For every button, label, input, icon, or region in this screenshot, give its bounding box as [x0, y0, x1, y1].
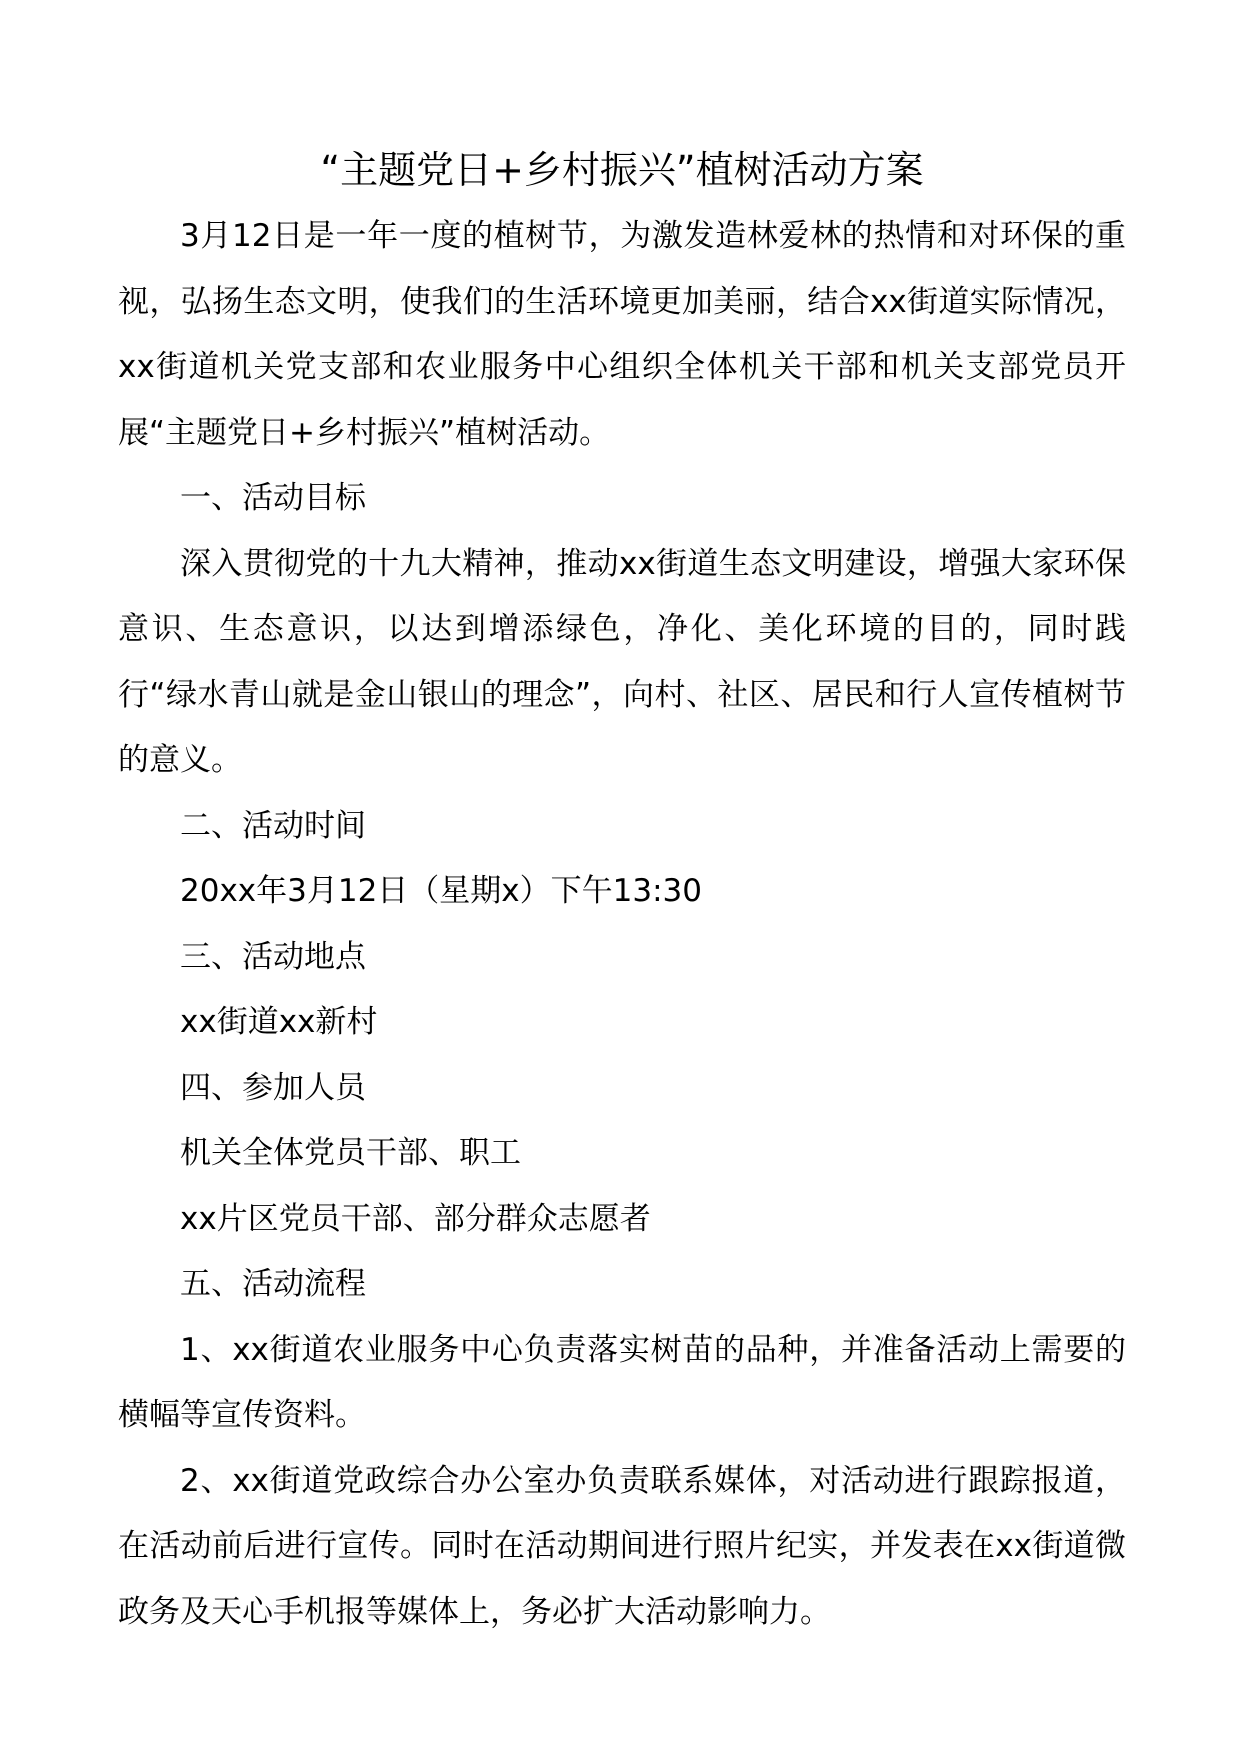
goals-paragraph: 深入贯彻党的十九大精神，推动xx街道生态文明建设，增强大家环保意识、生态意识，以达到增添绿色，净化、美化环境的目的，同时践行“绿水青山就是金山银山的理念”，向村、社区、居民和行人宣传植树节的意义。 [118, 545, 1126, 778]
section-heading-time: 二、活动时间 [180, 807, 366, 844]
document-page [118, 138, 1126, 1645]
process-item-1: 1、xx街道农业服务中心负责落实树苗的品种，并准备活动上需要的横幅等宣传资料。 [118, 1331, 1126, 1433]
section-heading-participants: 四、参加人员 [180, 1069, 366, 1106]
time-text: 20xx年3月12日（星期x）下午13:30 [180, 873, 702, 909]
section-heading-location: 三、活动地点 [180, 938, 366, 975]
section-heading-process: 五、活动流程 [180, 1266, 366, 1302]
intro-paragraph: 3月12日是一年一度的植树节，为激发造林爱林的热情和对环保的重视，弘扬生态文明，使我们的生活环境更加美丽，结合xx街道实际情况，xx街道机关党支部和农业服务中心组织全体机关干部和机关支部党员开展“主题党日+乡村振兴”植树活动。 [118, 218, 1126, 451]
participants-line-1: 机关全体党员干部、职工 [180, 1135, 521, 1171]
participants-line-2: xx片区党员干部、部分群众志愿者 [180, 1200, 651, 1237]
location-text: xx街道xx新村 [180, 1004, 378, 1040]
document-title: “主题党日+乡村振兴”植树活动方案 [320, 148, 924, 192]
process-item-2: 2、xx街道党政综合办公室办负责联系媒体，对活动进行跟踪报道，在活动前后进行宣传。同时在活动期间进行照片纪实，并发表在xx街道微政务及天心手机报等媒体上，务必扩大活动影响力。 [118, 1462, 1126, 1630]
section-heading-goals: 一、活动目标 [180, 480, 366, 516]
